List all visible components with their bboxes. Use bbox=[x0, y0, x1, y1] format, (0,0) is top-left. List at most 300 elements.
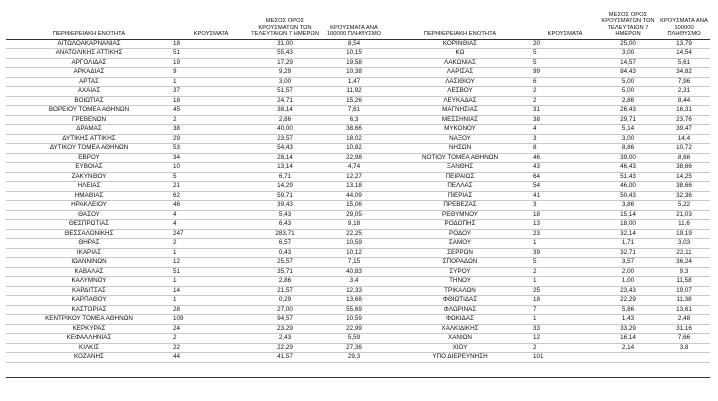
left-cases-cell: 1 bbox=[172, 277, 250, 287]
table-row bbox=[6, 229, 710, 239]
right-cases-cell: 2 bbox=[532, 343, 598, 353]
left-region-cell: ΓΡΕΒΕΝΩΝ bbox=[6, 115, 172, 125]
left-avg-cell: 23,57 bbox=[250, 134, 320, 144]
left-cases-cell: 19 bbox=[172, 58, 250, 68]
right-cases-cell: 6 bbox=[532, 77, 598, 87]
right-per100k-cell: 8,68 bbox=[658, 153, 710, 163]
table-row bbox=[6, 77, 710, 87]
table-row bbox=[6, 296, 710, 306]
left-cases-cell: 46 bbox=[172, 201, 250, 211]
right-cases-cell: 7 bbox=[532, 305, 598, 315]
right-region-cell: ΦΛΩΡΙΝΑΣ bbox=[388, 305, 532, 315]
table-row bbox=[6, 163, 710, 173]
right-avg-cell: 39,00 bbox=[598, 153, 658, 163]
left-cases-cell: 34 bbox=[172, 153, 250, 163]
table-row bbox=[6, 305, 710, 315]
right-cases-cell: 2 bbox=[532, 87, 598, 97]
header-region-right: ΠΕΡΙΦΕΡΕΙΑΚΗ ΕΝΟΤΗΤΑ bbox=[388, 12, 532, 39]
right-per100k-cell: 7,96 bbox=[658, 77, 710, 87]
left-cases-cell: 12 bbox=[172, 258, 250, 268]
right-per100k-cell: 31,16 bbox=[658, 324, 710, 334]
table-row bbox=[6, 353, 710, 363]
left-per100k-cell: 29,05 bbox=[320, 210, 388, 220]
right-cases-cell: 31 bbox=[532, 106, 598, 116]
left-per100k-cell: 7,61 bbox=[320, 106, 388, 116]
left-region-cell: ΒΟΙΩΤΙΑΣ bbox=[6, 96, 172, 106]
right-cases-cell: 18 bbox=[532, 210, 598, 220]
left-region-cell: ΘΕΣΠΡΩΤΙΑΣ bbox=[6, 220, 172, 230]
left-cases-cell: 2 bbox=[172, 115, 250, 125]
right-per100k-cell: 3,03 bbox=[658, 239, 710, 249]
right-region-cell: ΞΑΝΘΗΣ bbox=[388, 163, 532, 173]
right-region-cell: ΤΗΝΟΥ bbox=[388, 277, 532, 287]
right-per100k-cell: 11,58 bbox=[658, 277, 710, 287]
right-avg-cell: 14,57 bbox=[598, 58, 658, 68]
left-avg-cell: 40,00 bbox=[250, 125, 320, 135]
header-cases-left: ΚΡΟΥΣΜΑΤΑ bbox=[172, 12, 250, 39]
left-cases-cell: 28 bbox=[172, 305, 250, 315]
right-cases-cell: 3 bbox=[532, 201, 598, 211]
table-row bbox=[6, 182, 710, 192]
left-avg-cell: 35,71 bbox=[250, 267, 320, 277]
right-per100k-cell: 3,8 bbox=[658, 343, 710, 353]
right-cases-cell: 33 bbox=[532, 324, 598, 334]
right-region-cell: ΝΟΤΙΟΥ ΤΟΜΕΑ ΑΘΗΝΩΝ bbox=[388, 153, 532, 163]
left-avg-cell: 25,57 bbox=[250, 258, 320, 268]
left-avg-cell: 2,43 bbox=[250, 334, 320, 344]
left-avg-cell: 22,29 bbox=[250, 343, 320, 353]
right-cases-cell: 5 bbox=[532, 258, 598, 268]
left-avg-cell: 9,29 bbox=[250, 68, 320, 78]
table-row bbox=[6, 258, 710, 268]
left-per100k-cell: 10,15 bbox=[320, 49, 388, 59]
left-per100k-cell: 55,69 bbox=[320, 305, 388, 315]
left-cases-cell: 21 bbox=[172, 182, 250, 192]
right-per100k-cell: 21,03 bbox=[658, 210, 710, 220]
left-per100k-cell: 8,54 bbox=[320, 39, 388, 49]
right-avg-cell: 32,71 bbox=[598, 248, 658, 258]
right-region-cell: ΛΑΣΙΘΙΟΥ bbox=[388, 77, 532, 87]
left-cases-cell: 10 bbox=[172, 163, 250, 173]
right-per100k-cell bbox=[658, 353, 710, 363]
table-body bbox=[6, 39, 710, 362]
right-per100k-cell: 34,82 bbox=[658, 68, 710, 78]
left-cases-cell: 5 bbox=[172, 172, 250, 182]
left-avg-cell: 94,57 bbox=[250, 315, 320, 325]
left-per100k-cell: 15,26 bbox=[320, 96, 388, 106]
table-row bbox=[6, 144, 710, 154]
right-avg-cell: 15,14 bbox=[598, 210, 658, 220]
left-avg-cell: 38,14 bbox=[250, 106, 320, 116]
left-cases-cell: 18 bbox=[172, 96, 250, 106]
right-avg-cell: 2,00 bbox=[598, 267, 658, 277]
left-cases-cell: 1 bbox=[172, 248, 250, 258]
right-region-cell: ΣΕΡΡΩΝ bbox=[388, 248, 532, 258]
left-per100k-cell: 27,36 bbox=[320, 343, 388, 353]
right-region-cell: ΦΘΙΩΤΙΔΑΣ bbox=[388, 296, 532, 306]
regional-cases-table bbox=[6, 12, 710, 363]
header-cases-right: ΚΡΟΥΣΜΑΤΑ bbox=[532, 12, 598, 39]
right-avg-cell: 1,43 bbox=[598, 315, 658, 325]
right-cases-cell: 54 bbox=[532, 182, 598, 192]
header-avg-right: ΜΕΣΟΣ ΟΡΟΣ ΚΡΟΥΣΜΑΤΩΝ ΤΩΝ ΤΕΛΕΥΤΑΙΩΝ 7 ΗΜΕΡΩΝ bbox=[598, 12, 658, 39]
right-cases-cell: 13 bbox=[532, 220, 598, 230]
right-avg-cell: 3,00 bbox=[598, 134, 658, 144]
left-per100k-cell: 10,82 bbox=[320, 144, 388, 154]
right-avg-cell: 2,86 bbox=[598, 96, 658, 106]
left-per100k-cell: 5,59 bbox=[320, 334, 388, 344]
right-avg-cell: 23,43 bbox=[598, 286, 658, 296]
right-avg-cell: 51,43 bbox=[598, 172, 658, 182]
table-row bbox=[6, 96, 710, 106]
table-row bbox=[6, 115, 710, 125]
right-region-cell: ΦΩΚΙΔΑΣ bbox=[388, 315, 532, 325]
left-avg-cell: 51,57 bbox=[250, 87, 320, 97]
right-per100k-cell: 19,07 bbox=[658, 286, 710, 296]
left-region-cell: ΚΑΡΠΑΘΟΥ bbox=[6, 296, 172, 306]
left-per100k-cell: 13,18 bbox=[320, 182, 388, 192]
left-per100k-cell: 3,4 bbox=[320, 277, 388, 287]
left-per100k-cell: 6,3 bbox=[320, 115, 388, 125]
left-region-cell: ΚΕΦΑΛΛΗΝΙΑΣ bbox=[6, 334, 172, 344]
left-region-cell: ΚΑΣΤΟΡΙΑΣ bbox=[6, 305, 172, 315]
left-cases-cell: 51 bbox=[172, 49, 250, 59]
right-cases-cell: 3 bbox=[532, 134, 598, 144]
right-per100k-cell: 5,22 bbox=[658, 201, 710, 211]
left-region-cell: ΑΙΤΩΛΟΑΚΑΡΝΑΝΙΑΣ bbox=[6, 39, 172, 49]
left-avg-cell: 27,00 bbox=[250, 305, 320, 315]
left-region-cell: ΕΥΒΟΙΑΣ bbox=[6, 163, 172, 173]
left-region-cell: ΑΡΓΟΛΙΔΑΣ bbox=[6, 58, 172, 68]
left-region-cell: ΑΡΤΑΣ bbox=[6, 77, 172, 87]
right-cases-cell: 5 bbox=[532, 49, 598, 59]
left-per100k-cell: 12,33 bbox=[320, 286, 388, 296]
right-avg-cell: 46,43 bbox=[598, 163, 658, 173]
left-cases-cell: 37 bbox=[172, 87, 250, 97]
left-avg-cell: 6,57 bbox=[250, 239, 320, 249]
right-cases-cell: 43 bbox=[532, 163, 598, 173]
right-avg-cell: 84,43 bbox=[598, 68, 658, 78]
left-cases-cell: 38 bbox=[172, 125, 250, 135]
right-region-cell: ΠΕΛΛΑΣ bbox=[388, 182, 532, 192]
left-per100k-cell: 22,99 bbox=[320, 324, 388, 334]
right-avg-cell: 1,00 bbox=[598, 277, 658, 287]
left-per100k-cell: 10,12 bbox=[320, 248, 388, 258]
right-cases-cell: 23 bbox=[532, 229, 598, 239]
table-row bbox=[6, 201, 710, 211]
left-per100k-cell: 13,68 bbox=[320, 296, 388, 306]
header-row bbox=[6, 12, 710, 39]
right-avg-cell: 16,14 bbox=[598, 334, 658, 344]
right-region-cell: ΛΑΚΩΝΙΑΣ bbox=[388, 58, 532, 68]
right-avg-cell: 33,29 bbox=[598, 324, 658, 334]
left-avg-cell: 0,43 bbox=[250, 248, 320, 258]
left-per100k-cell: 12,27 bbox=[320, 172, 388, 182]
right-cases-cell: 39 bbox=[532, 248, 598, 258]
left-region-cell: ΚΕΝΤΡΙΚΟΥ ΤΟΜΕΑ ΑΘΗΝΩΝ bbox=[6, 315, 172, 325]
table-row bbox=[6, 87, 710, 97]
left-region-cell: ΗΜΑΘΙΑΣ bbox=[6, 191, 172, 201]
right-region-cell: ΡΟΔΟΠΗΣ bbox=[388, 220, 532, 230]
left-avg-cell: 55,43 bbox=[250, 49, 320, 59]
table-row bbox=[6, 191, 710, 201]
right-cases-cell: 12 bbox=[532, 334, 598, 344]
right-cases-cell: 25 bbox=[532, 286, 598, 296]
left-per100k-cell: 10,38 bbox=[320, 68, 388, 78]
table-row bbox=[6, 49, 710, 59]
left-region-cell: ΒΟΡΕΙΟΥ ΤΟΜΕΑ ΑΘΗΝΩΝ bbox=[6, 106, 172, 116]
left-per100k-cell: 22,98 bbox=[320, 153, 388, 163]
left-avg-cell: 28,14 bbox=[250, 153, 320, 163]
right-region-cell: ΧΑΛΚΙΔΙΚΗΣ bbox=[388, 324, 532, 334]
left-per100k-cell: 22,25 bbox=[320, 229, 388, 239]
table-row bbox=[6, 39, 710, 49]
right-avg-cell: 3,86 bbox=[598, 201, 658, 211]
left-per100k-cell: 7,15 bbox=[320, 258, 388, 268]
left-cases-cell: 44 bbox=[172, 353, 250, 363]
right-region-cell: ΛΑΡΙΣΑΣ bbox=[388, 68, 532, 78]
right-region-cell: ΚΩ bbox=[388, 49, 532, 59]
right-region-cell: ΧΑΝΙΩΝ bbox=[388, 334, 532, 344]
table-row bbox=[6, 134, 710, 144]
right-cases-cell: 8 bbox=[532, 144, 598, 154]
right-per100k-cell: 11,6 bbox=[658, 220, 710, 230]
left-cases-cell: 62 bbox=[172, 191, 250, 201]
left-region-cell: ΔΥΤΙΚΗΣ ΑΤΤΙΚΗΣ bbox=[6, 134, 172, 144]
right-region-cell: ΣΑΜΟΥ bbox=[388, 239, 532, 249]
right-per100k-cell: 2,48 bbox=[658, 315, 710, 325]
left-cases-cell: 4 bbox=[172, 220, 250, 230]
left-per100k-cell: 29,3 bbox=[320, 353, 388, 363]
right-per100k-cell: 9,3 bbox=[658, 267, 710, 277]
right-region-cell: ΠΙΕΡΙΑΣ bbox=[388, 191, 532, 201]
header-per100k-left: ΚΡΟΥΣΜΑΤΑ ΑΝΑ 100000 ΠΛΗΘΥΣΜΟ bbox=[320, 12, 388, 39]
left-avg-cell: 2,86 bbox=[250, 277, 320, 287]
left-cases-cell: 51 bbox=[172, 267, 250, 277]
right-avg-cell: 29,71 bbox=[598, 115, 658, 125]
left-region-cell: ΙΚΑΡΙΑΣ bbox=[6, 248, 172, 258]
right-region-cell: ΥΠΟ ΔΙΕΡΕΥΝΗΣΗ bbox=[388, 353, 532, 363]
left-region-cell: ΔΡΑΜΑΣ bbox=[6, 125, 172, 135]
table-row bbox=[6, 267, 710, 277]
right-per100k-cell: 14,4 bbox=[658, 134, 710, 144]
right-avg-cell: 5,00 bbox=[598, 87, 658, 97]
left-cases-cell: 247 bbox=[172, 229, 250, 239]
regional-cases-table-wrap bbox=[6, 12, 710, 363]
left-avg-cell: 59,71 bbox=[250, 191, 320, 201]
right-avg-cell: 2,14 bbox=[598, 343, 658, 353]
right-per100k-cell: 14,54 bbox=[658, 49, 710, 59]
left-cases-cell: 9 bbox=[172, 68, 250, 78]
left-avg-cell: 0,29 bbox=[250, 296, 320, 306]
right-region-cell: ΝΗΣΩΝ bbox=[388, 144, 532, 154]
header-per100k-right: ΚΡΟΥΣΜΑΤΑ ΑΝΑ 100000 ΠΛΗΘΥΣΜΟ bbox=[658, 12, 710, 39]
right-region-cell: ΤΡΙΚΑΛΩΝ bbox=[388, 286, 532, 296]
right-per100k-cell: 13,79 bbox=[658, 39, 710, 49]
left-cases-cell: 18 bbox=[172, 39, 250, 49]
right-cases-cell: 41 bbox=[532, 191, 598, 201]
table-row bbox=[6, 277, 710, 287]
right-per100k-cell: 14,25 bbox=[658, 172, 710, 182]
left-avg-cell: 17,29 bbox=[250, 58, 320, 68]
table-row bbox=[6, 324, 710, 334]
right-avg-cell: 5,86 bbox=[598, 305, 658, 315]
right-cases-cell: 18 bbox=[532, 296, 598, 306]
right-per100k-cell: 23,76 bbox=[658, 115, 710, 125]
left-cases-cell: 4 bbox=[172, 210, 250, 220]
left-per100k-cell: 9,18 bbox=[320, 220, 388, 230]
right-region-cell: ΜΥΚΟΝΟΥ bbox=[388, 125, 532, 135]
left-per100k-cell: 1,47 bbox=[320, 77, 388, 87]
table-bottom-rule bbox=[6, 377, 710, 378]
right-per100k-cell: 13,61 bbox=[658, 305, 710, 315]
left-per100k-cell: 40,83 bbox=[320, 267, 388, 277]
left-cases-cell: 29 bbox=[172, 134, 250, 144]
right-cases-cell: 1 bbox=[532, 315, 598, 325]
left-per100k-cell: 4,74 bbox=[320, 163, 388, 173]
right-avg-cell: 3,00 bbox=[598, 49, 658, 59]
right-cases-cell: 4 bbox=[532, 125, 598, 135]
right-cases-cell: 101 bbox=[532, 353, 598, 363]
left-region-cell: ΑΡΚΑΔΙΑΣ bbox=[6, 68, 172, 78]
left-avg-cell: 41,57 bbox=[250, 353, 320, 363]
right-cases-cell: 1 bbox=[532, 239, 598, 249]
left-avg-cell: 283,71 bbox=[250, 229, 320, 239]
right-per100k-cell: 38,66 bbox=[658, 163, 710, 173]
left-region-cell: ΚΑΒΑΛΑΣ bbox=[6, 267, 172, 277]
left-per100k-cell: 10,59 bbox=[320, 315, 388, 325]
right-region-cell: ΣΥΡΟΥ bbox=[388, 267, 532, 277]
right-avg-cell: 8,86 bbox=[598, 144, 658, 154]
table-row bbox=[6, 334, 710, 344]
left-avg-cell: 23,29 bbox=[250, 324, 320, 334]
table-row bbox=[6, 343, 710, 353]
left-region-cell: ΕΒΡΟΥ bbox=[6, 153, 172, 163]
left-avg-cell: 13,14 bbox=[250, 163, 320, 173]
left-avg-cell: 39,43 bbox=[250, 201, 320, 211]
right-cases-cell: 64 bbox=[532, 172, 598, 182]
left-per100k-cell: 38,66 bbox=[320, 125, 388, 135]
left-region-cell: ΙΩΑΝΝΙΝΩΝ bbox=[6, 258, 172, 268]
table-row bbox=[6, 153, 710, 163]
left-cases-cell: 1 bbox=[172, 296, 250, 306]
left-per100k-cell: 44,09 bbox=[320, 191, 388, 201]
table-row bbox=[6, 248, 710, 258]
table-row bbox=[6, 220, 710, 230]
right-cases-cell: 2 bbox=[532, 267, 598, 277]
right-avg-cell: 1,71 bbox=[598, 239, 658, 249]
left-cases-cell: 1 bbox=[172, 77, 250, 87]
left-region-cell: ΚΑΛΥΜΝΟΥ bbox=[6, 277, 172, 287]
left-avg-cell: 21,57 bbox=[250, 286, 320, 296]
right-per100k-cell: 36,24 bbox=[658, 258, 710, 268]
right-per100k-cell: 39,47 bbox=[658, 125, 710, 135]
left-avg-cell: 2,86 bbox=[250, 115, 320, 125]
right-region-cell: ΜΑΓΝΗΣΙΑΣ bbox=[388, 106, 532, 116]
table-row bbox=[6, 68, 710, 78]
right-avg-cell: 26,43 bbox=[598, 106, 658, 116]
left-region-cell: ΚΕΡΚΥΡΑΣ bbox=[6, 324, 172, 334]
left-avg-cell: 54,43 bbox=[250, 144, 320, 154]
table-row bbox=[6, 239, 710, 249]
left-cases-cell: 2 bbox=[172, 239, 250, 249]
right-cases-cell: 1 bbox=[532, 277, 598, 287]
right-region-cell: ΜΕΣΣΗΝΙΑΣ bbox=[388, 115, 532, 125]
right-region-cell: ΡΕΘΥΜΝΟΥ bbox=[388, 210, 532, 220]
left-region-cell: ΚΑΡΔΙΤΣΑΣ bbox=[6, 286, 172, 296]
left-region-cell: ΘΑΣΟΥ bbox=[6, 210, 172, 220]
left-region-cell: ΔΥΤΙΚΟΥ ΤΟΜΕΑ ΑΘΗΝΩΝ bbox=[6, 144, 172, 154]
right-cases-cell: 5 bbox=[532, 58, 598, 68]
right-avg-cell: 18,00 bbox=[598, 220, 658, 230]
right-per100k-cell: 5,61 bbox=[658, 58, 710, 68]
right-region-cell: ΠΕΙΡΑΙΩΣ bbox=[388, 172, 532, 182]
right-avg-cell: 32,14 bbox=[598, 229, 658, 239]
left-region-cell: ΘΕΣΣΑΛΟΝΙΚΗΣ bbox=[6, 229, 172, 239]
right-region-cell: ΝΑΞΟΥ bbox=[388, 134, 532, 144]
right-per100k-cell: 22,11 bbox=[658, 248, 710, 258]
table-row bbox=[6, 172, 710, 182]
left-avg-cell: 14,29 bbox=[250, 182, 320, 192]
left-cases-cell: 53 bbox=[172, 144, 250, 154]
right-cases-cell: 20 bbox=[532, 39, 598, 49]
right-region-cell: ΛΕΣΒΟΥ bbox=[388, 87, 532, 97]
right-avg-cell: 50,43 bbox=[598, 191, 658, 201]
left-region-cell: ΑΝΑΤΟΛΙΚΗΣ ΑΤΤΙΚΗΣ bbox=[6, 49, 172, 59]
header-avg-left: ΜΕΣΟΣ ΟΡΟΣ ΚΡΟΥΣΜΑΤΩΝ ΤΩΝ ΤΕΛΕΥΤΑΙΩΝ 7 ΗΜΕΡΩΝ bbox=[250, 12, 320, 39]
table-row bbox=[6, 125, 710, 135]
left-region-cell: ΚΟΖΑΝΗΣ bbox=[6, 353, 172, 363]
table-row bbox=[6, 58, 710, 68]
left-region-cell: ΗΛΕΙΑΣ bbox=[6, 182, 172, 192]
right-avg-cell: 3,57 bbox=[598, 258, 658, 268]
left-avg-cell: 31,00 bbox=[250, 39, 320, 49]
left-cases-cell: 2 bbox=[172, 334, 250, 344]
right-avg-cell: 22,29 bbox=[598, 296, 658, 306]
left-cases-cell: 24 bbox=[172, 324, 250, 334]
right-region-cell: ΧΙΟΥ bbox=[388, 343, 532, 353]
right-avg-cell: 25,00 bbox=[598, 39, 658, 49]
right-per100k-cell: 8,44 bbox=[658, 96, 710, 106]
left-per100k-cell: 11,92 bbox=[320, 87, 388, 97]
left-cases-cell: 22 bbox=[172, 343, 250, 353]
left-per100k-cell: 10,59 bbox=[320, 239, 388, 249]
left-avg-cell: 3,00 bbox=[250, 77, 320, 87]
left-avg-cell: 6,43 bbox=[250, 220, 320, 230]
right-cases-cell: 46 bbox=[532, 153, 598, 163]
right-per100k-cell: 10,72 bbox=[658, 144, 710, 154]
right-cases-cell: 2 bbox=[532, 96, 598, 106]
table-row bbox=[6, 286, 710, 296]
left-per100k-cell: 15,06 bbox=[320, 201, 388, 211]
left-avg-cell: 5,43 bbox=[250, 210, 320, 220]
right-per100k-cell: 32,36 bbox=[658, 191, 710, 201]
left-region-cell: ΗΡΑΚΛΕΙΟΥ bbox=[6, 201, 172, 211]
left-per100k-cell: 18,02 bbox=[320, 134, 388, 144]
left-region-cell: ΑΧΑΪΑΣ bbox=[6, 87, 172, 97]
left-cases-cell: 45 bbox=[172, 106, 250, 116]
right-per100k-cell: 11,38 bbox=[658, 296, 710, 306]
left-cases-cell: 14 bbox=[172, 286, 250, 296]
right-avg-cell bbox=[598, 353, 658, 363]
left-avg-cell: 24,71 bbox=[250, 96, 320, 106]
header-region-left: ΠΕΡΙΦΕΡΕΙΑΚΗ ΕΝΟΤΗΤΑ bbox=[6, 12, 172, 39]
right-cases-cell: 99 bbox=[532, 68, 598, 78]
left-region-cell: ΚΙΛΚΙΣ bbox=[6, 343, 172, 353]
right-avg-cell: 46,00 bbox=[598, 182, 658, 192]
right-per100k-cell: 2,31 bbox=[658, 87, 710, 97]
right-region-cell: ΛΕΥΚΑΔΑΣ bbox=[388, 96, 532, 106]
